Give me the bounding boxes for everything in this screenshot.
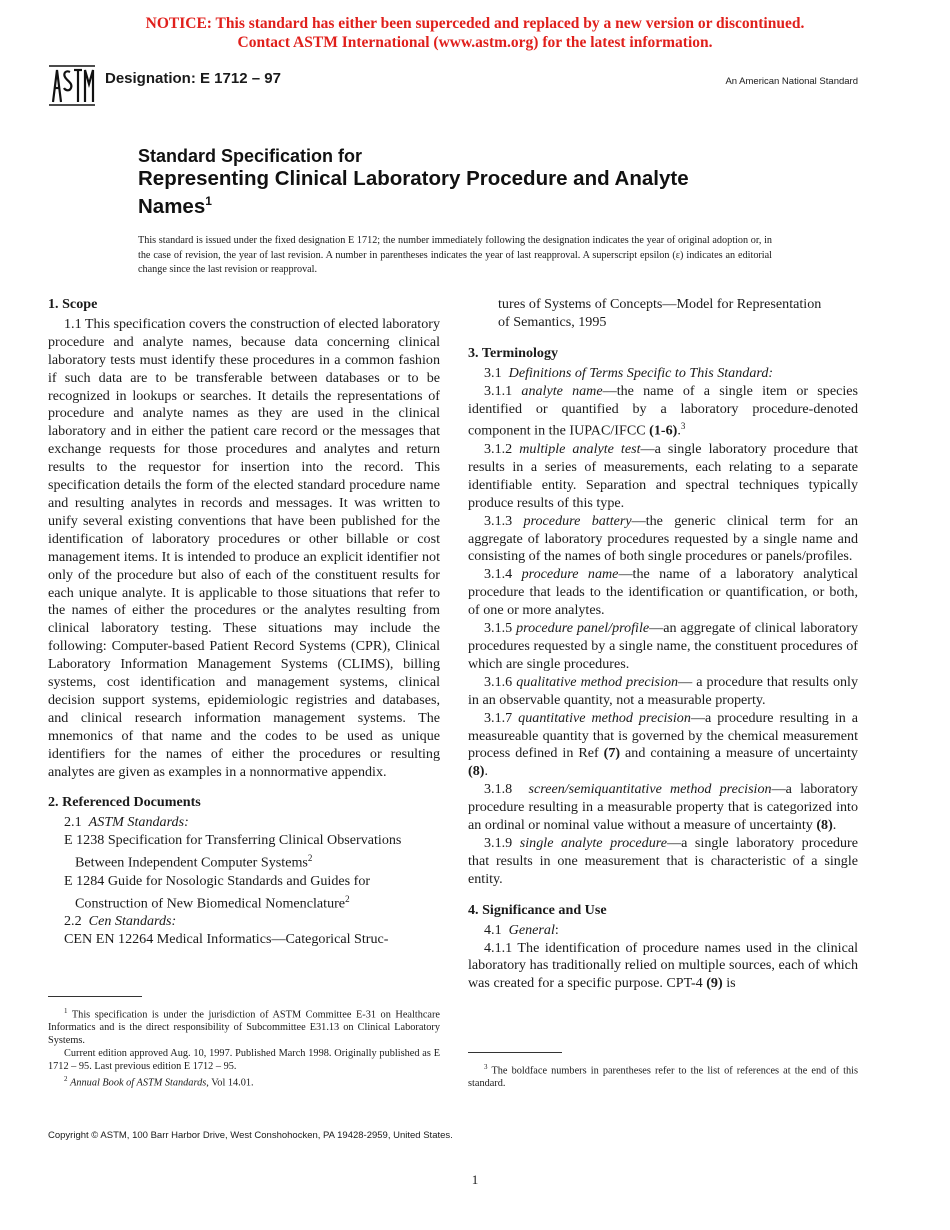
definition-3-1-3 xyxy=(468,513,858,567)
title-line-2: Representing Clinical Laboratory Procedure and Analyte xyxy=(138,167,689,190)
ref-e1284-footnote[interactable]: 2 xyxy=(345,893,350,904)
footnotes-right xyxy=(468,1061,858,1090)
paragraph-2-1 xyxy=(48,814,440,832)
paragraph-4-1-colon: : xyxy=(554,921,559,938)
footnote-1-text: This specification is under the jurisdiction of ASTM Committee E-31 on Healthcare Informatics and is the direct responsibility of Subcommittee E31.13 on Clinical Laboratory Systems. xyxy=(48,1009,440,1047)
paragraph-3-1 xyxy=(468,365,858,383)
definition-3-1-1-ref[interactable]: (1-6) xyxy=(649,423,678,440)
definition-3-1-2-term: multiple analyte test xyxy=(519,441,641,458)
definition-3-1-5-text: —an aggregate of clinical laboratory procedures requested by a single name, the constituent procedures of which are single procedures. xyxy=(468,620,858,672)
title-footnote-ref[interactable]: 1 xyxy=(205,194,212,208)
page-number: 1 xyxy=(471,1172,479,1187)
footnote-3 xyxy=(468,1061,858,1090)
definition-3-1-4-text: —the name of a laboratory analytical procedure that leads to the identification or quantification, or both, of one or more analytes. xyxy=(468,566,859,619)
ref-e1284[interactable] xyxy=(48,873,440,891)
footnote-1 xyxy=(48,1005,440,1047)
footnote-1-marker: 1 xyxy=(64,1007,68,1015)
definition-3-1-2-text: —a single laboratory procedure that results in a series of measurements, each relating to a separate identifiable entity. Separation and spectral techniques typically produce results of this type. xyxy=(468,441,859,511)
left-column xyxy=(48,296,440,949)
designation: Designation: E 1712 – 97 xyxy=(105,70,281,87)
definition-3-1-3-term: procedure battery xyxy=(523,512,632,529)
definition-3-1-8-end: . xyxy=(832,817,837,834)
copyright: Copyright © ASTM, 100 Barr Harbor Drive, West Conshohocken, PA 19428-2959, United States. xyxy=(48,1130,453,1141)
definition-3-1-5-num: 3.1.5 xyxy=(484,620,513,637)
american-national-standard: An American National Standard xyxy=(725,76,858,87)
definition-3-1-8-num: 3.1.8 xyxy=(484,781,513,798)
ref-e1238-footnote[interactable]: 2 xyxy=(307,853,313,864)
definition-3-1-8 xyxy=(468,781,858,835)
section-1-heading: 1. Scope xyxy=(48,296,98,312)
ref-e1284-cont xyxy=(48,891,440,914)
definition-3-1-1-end: . xyxy=(677,423,681,440)
definition-3-1-5 xyxy=(468,620,858,674)
ref-e1238-line-1: E 1238 Specification for Transferring Clinical Observations xyxy=(64,832,402,849)
definition-3-1-6-text: — a procedure that results only in an observable quantity, not a measurable property. xyxy=(468,673,859,708)
paragraph-4-1-num: 4.1 xyxy=(484,921,502,938)
paragraph-2-2 xyxy=(48,913,440,931)
footnote-divider-left xyxy=(48,996,142,997)
definition-3-1-7-mid: and containing a measure of uncertainty xyxy=(625,745,858,762)
paragraph-4-1 xyxy=(468,922,858,940)
paragraph-3-1-num: 3.1 xyxy=(484,364,502,381)
issuance-note: This standard is issued under the fixed designation E 1712; the number immediately following the designation indicates the year of original adoption or, in the case of revision, the year of last revision. A number in parentheses indicates the year of last reapproval. A superscript epsilon (ε) indicates an editorial change since the last revision or reapproval. xyxy=(138,235,772,276)
definition-3-1-1-footnote[interactable]: 3 xyxy=(680,421,686,432)
ref-cen-line-1: CEN EN 12264 Medical Informatics—Categorical Struc- xyxy=(64,931,389,948)
section-3-heading: 3. Terminology xyxy=(468,344,559,361)
paragraph-3-1-label: Definitions of Terms Specific to This Standard: xyxy=(508,364,774,381)
footnote-2-title: Annual Book of ASTM Standards xyxy=(70,1077,207,1089)
ref-cen-line-2: tures of Systems of Concepts—Model for Representation xyxy=(498,296,822,312)
title-line-3-text: Names xyxy=(138,194,206,218)
ref-cen-line-3: of Semantics, 1995 xyxy=(498,313,607,330)
footnote-2-marker: 2 xyxy=(64,1075,68,1084)
paragraph-4-1-1 xyxy=(468,940,858,994)
footnote-2-rest: , Vol 14.01. xyxy=(206,1077,254,1089)
right-column xyxy=(468,296,858,993)
definition-3-1-9 xyxy=(468,835,858,889)
definition-3-1-1-term: analyte name xyxy=(521,382,603,399)
paragraph-4-1-1-ref[interactable]: (9) xyxy=(706,975,723,992)
definition-3-1-6-num: 3.1.6 xyxy=(484,673,513,690)
definition-3-1-7-ref-1[interactable]: (7) xyxy=(603,745,621,762)
ref-e1238-cont xyxy=(48,850,440,873)
notice-line-2: Contact ASTM International (www.astm.org) for the latest information. xyxy=(237,34,713,51)
paragraph-4-1-label: General xyxy=(508,921,555,938)
definition-3-1-4-term: procedure name xyxy=(521,566,619,583)
paragraph-2-1-label: ASTM Standards: xyxy=(88,814,189,831)
footnote-3-text: The boldface numbers in parentheses refer to the list of references at the end of this standard. xyxy=(468,1065,858,1090)
definition-3-1-5-term: procedure panel/profile xyxy=(516,620,650,637)
definition-3-1-7-ref-2[interactable]: (8) xyxy=(468,763,485,780)
document-title xyxy=(138,145,838,218)
title-line-1: Standard Specification for xyxy=(138,146,363,166)
definition-3-1-2 xyxy=(468,441,858,513)
paragraph-1-1: 1.1 This specification covers the construction of elected laboratory procedure and analyte names, because data concerning clinical laboratory tests must identify these procedures in a common fashion if such data are to be transferable between databases or to be recognized in lookups or searches. It details the representations of procedure and analyte names as they are used in the clinical laboratory and in either the patient care record or the messages that exchange requests for those procedures and analytes and return results to the requestor for insertion into the record. This specification details the form of the elected standard procedure name and resulting analytes in records and messages. It was written to unify several existing conventions that have been published for the identification of laboratory procedures or other billable or cost management items. It is intended to produce an explicit identifier not only of the procedure but also of each of the constituent results for each unique analyte. It is applicable to those situations that refer to the names of either the procedures or the analytes resulting from clinical laboratory testing. These situations may include the following: Computer-based Patient Record Systems (CPR), Clinical Laboratory Information Management Systems (CLIMS), billing systems, cost identification and management systems, clinical decision support systems, epidemiologic registries and databases, and clinical research information management systems. The mnemonics of that name and the codes to be used as unique identifiers for the names of either the procedures or resulting analytes are given as examples in a nonnormative appendix. xyxy=(48,315,440,780)
definition-3-1-1 xyxy=(468,383,858,441)
definition-3-1-8-ref[interactable]: (8) xyxy=(816,817,833,834)
ref-e1238[interactable] xyxy=(48,832,440,850)
definition-3-1-7-text: —a procedure resulting in a measureable quantity that is governed by the chemical measurement process defined in Ref xyxy=(468,709,859,762)
definition-3-1-8-term: screen/semiquantitative method precision xyxy=(528,781,772,798)
ref-e1284-line-2: Construction of New Biomedical Nomenclature xyxy=(75,895,346,912)
definition-3-1-8-text: —a laboratory procedure resulting in a measurable property that is categorized into an ordinal or nominal value without a measure of uncertainty xyxy=(468,781,858,834)
section-4-heading: 4. Significance and Use xyxy=(468,901,607,918)
definition-3-1-9-text: —a single laboratory procedure that results in one measurement that is characteristic of a single entity. xyxy=(468,834,859,887)
astm-logo xyxy=(47,62,97,108)
ref-e1284-line-1: E 1284 Guide for Nosologic Standards and Guides for xyxy=(64,872,371,889)
paragraph-4-1-1-text: 4.1.1 The identification of procedure names used in the clinical laboratory has traditionally relied on multiple sources, each of which was created for a specific purpose. CPT-4 xyxy=(468,939,858,992)
footnote-3-marker: 3 xyxy=(484,1063,488,1071)
ref-e1238-line-2: Between Independent Computer Systems xyxy=(75,854,308,871)
paragraph-2-2-num: 2.2 xyxy=(64,913,82,930)
definition-3-1-9-num: 3.1.9 xyxy=(484,834,513,851)
definition-3-1-6-term: qualitative method precision xyxy=(516,673,679,690)
definition-3-1-7-num: 3.1.7 xyxy=(484,709,513,726)
definition-3-1-1-text: —the name of a single item or species identified or quantified by a laboratory procedure-denoted component in the IUPAC/IFCC xyxy=(468,382,858,440)
paragraph-4-1-1-end: is xyxy=(726,975,736,992)
definition-3-1-6 xyxy=(468,674,858,710)
definition-3-1-2-num: 3.1.2 xyxy=(484,441,513,458)
ref-cen[interactable] xyxy=(48,931,440,949)
paragraph-2-1-num: 2.1 xyxy=(64,814,82,831)
title-line-3 xyxy=(138,190,838,218)
definition-3-1-3-num: 3.1.3 xyxy=(484,512,513,529)
definition-3-1-7 xyxy=(468,710,858,782)
definition-3-1-3-text: —the generic clinical term for an aggregate of laboratory procedures requested by a single name and consisting of the names of both single procedures or panels/profiles. xyxy=(468,512,858,565)
definition-3-1-4-num: 3.1.4 xyxy=(484,566,513,583)
definition-3-1-4 xyxy=(468,566,858,620)
section-2-heading: 2. Referenced Documents xyxy=(48,794,201,811)
definition-3-1-1-num: 3.1.1 xyxy=(484,382,513,399)
footnote-1b: Current edition approved Aug. 10, 1997. Published March 1998. Originally published as E 1712 – 95. Last previous edition E 1712 – 95. xyxy=(48,1048,440,1073)
definition-3-1-7-term: quantitative method precision xyxy=(518,709,691,726)
footnotes-left xyxy=(48,1005,440,1090)
footnote-2 xyxy=(48,1073,440,1089)
definition-3-1-9-term: single analyte procedure xyxy=(519,834,667,851)
definition-3-1-7-end: . xyxy=(484,763,488,780)
notice-line-1: NOTICE: This standard has either been superceded and replaced by a new version or discontinued. xyxy=(145,15,805,32)
paragraph-2-2-label: Cen Standards: xyxy=(88,913,177,930)
footnote-divider-right xyxy=(468,1052,562,1053)
